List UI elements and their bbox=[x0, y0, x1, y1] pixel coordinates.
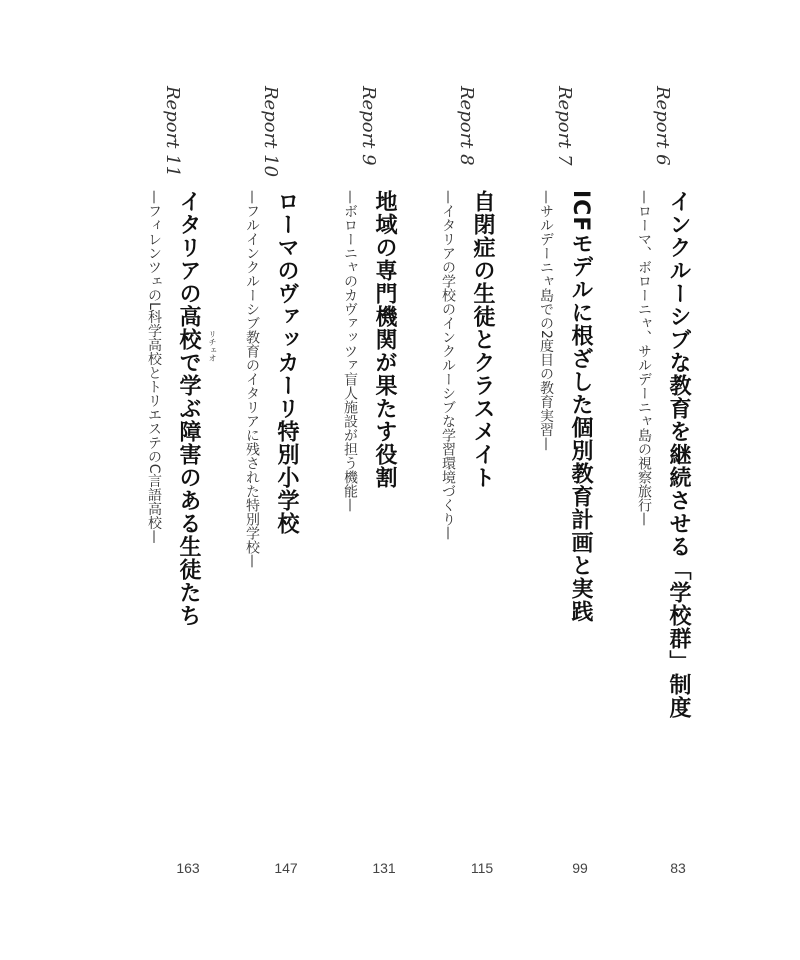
page-number: 131 bbox=[372, 860, 396, 876]
chapter-title: ローマのヴァッカーリ特別小学校 bbox=[274, 190, 299, 535]
page-number: 99 bbox=[572, 860, 588, 876]
page-number: 83 bbox=[670, 860, 686, 876]
toc-entry[interactable] bbox=[140, 0, 236, 960]
chapter-title: 地域の専門機関が果たす役割 bbox=[372, 190, 397, 489]
chapter-subtitle: —フィレンツェのL科学高校とトリエステのC言語高校— bbox=[146, 190, 162, 544]
report-label: Report 6 bbox=[652, 86, 673, 166]
toc-entry[interactable] bbox=[630, 0, 726, 960]
chapter-title: 自閉症の生徒とクラスメイト bbox=[470, 190, 495, 489]
page-number: 163 bbox=[176, 860, 200, 876]
toc-entry[interactable] bbox=[532, 0, 628, 960]
ruby-annotation: リチェオ bbox=[208, 330, 217, 362]
chapter-subtitle: —ローマ、ボローニャ、サルデーニャ島の視察旅行— bbox=[636, 190, 652, 526]
report-label: Report 8 bbox=[456, 86, 477, 166]
report-label: Report 9 bbox=[358, 86, 379, 166]
chapter-subtitle: —イタリアの学校のインクルーシブな学習環境づくり— bbox=[440, 190, 456, 540]
page-number: 147 bbox=[274, 860, 298, 876]
chapter-title: ICFモデルに根ざした個別教育計画と実践 bbox=[568, 190, 593, 624]
report-label: Report 10 bbox=[260, 86, 281, 178]
chapter-title: インクルーシブな教育を継続させる「学校群」制度 bbox=[666, 190, 691, 719]
toc-entry[interactable] bbox=[238, 0, 334, 960]
chapter-subtitle: —フルインクルーシブ教育のイタリアに残された特別学校— bbox=[244, 190, 260, 568]
report-label: Report 11 bbox=[162, 86, 183, 178]
chapter-subtitle: —ボローニャのカヴァッツァ盲人施設が担う機能— bbox=[342, 190, 358, 512]
report-label: Report 7 bbox=[554, 86, 575, 166]
chapter-subtitle: —サルデーニャ島での2度目の教育実習— bbox=[538, 190, 554, 451]
toc-entry[interactable] bbox=[336, 0, 432, 960]
page-number: 115 bbox=[470, 860, 494, 876]
chapter-title: イタリアの高校で学ぶ障害のある生徒たち bbox=[176, 190, 201, 627]
toc-entry[interactable] bbox=[434, 0, 530, 960]
